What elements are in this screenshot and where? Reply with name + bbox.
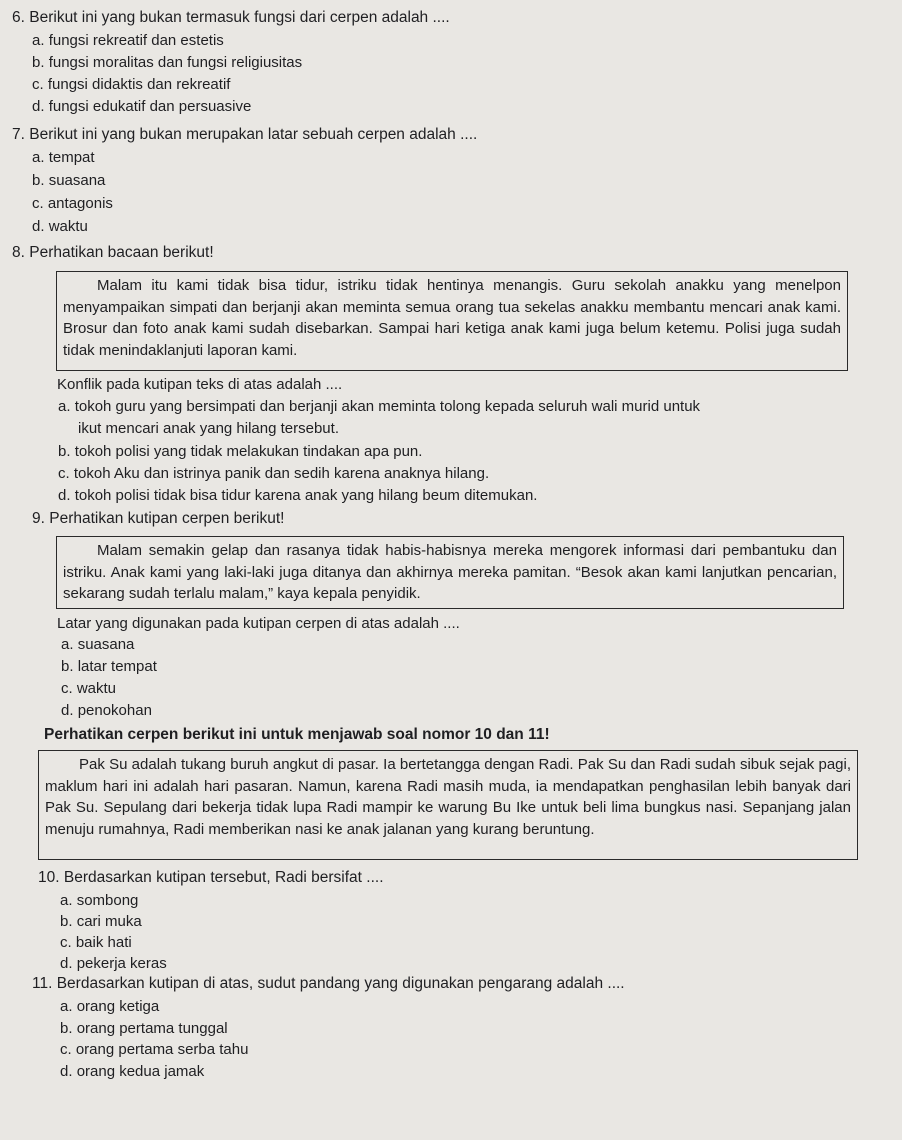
option-letter: b. — [32, 172, 45, 189]
option-11d[interactable] — [60, 1061, 204, 1083]
prompt-text: Latar yang digunakan pada kutipan cerpen di atas adalah .... — [57, 615, 460, 632]
option-text: waktu — [76, 680, 117, 697]
question-text: Berikut ini yang bukan termasuk fungsi dari cerpen adalah .... — [29, 9, 450, 26]
option-text: suasana — [48, 172, 106, 189]
option-8a-cont — [78, 418, 339, 440]
passage-box-10-11 — [38, 750, 858, 860]
option-text: tokoh polisi yang tidak melakukan tindakan apa pun. — [74, 443, 423, 460]
option-7c[interactable] — [32, 193, 113, 215]
option-text: orang ketiga — [76, 998, 160, 1015]
option-letter: d. — [60, 1063, 73, 1080]
option-letter: c. — [61, 680, 73, 697]
passage-box-8 — [56, 271, 848, 371]
question-number: 8. — [12, 244, 25, 261]
option-letter: d. — [32, 98, 45, 115]
option-text: cari muka — [76, 913, 142, 930]
option-letter: c. — [60, 1041, 72, 1058]
option-letter: b. — [58, 443, 71, 460]
option-6c[interactable] — [32, 74, 230, 96]
option-letter: b. — [61, 658, 74, 675]
option-letter: a. — [58, 398, 71, 415]
question-11 — [32, 973, 625, 995]
option-9b[interactable] — [61, 656, 157, 678]
option-letter: b. — [60, 1020, 73, 1037]
question-text: Perhatikan kutipan cerpen berikut! — [49, 510, 285, 527]
instruction-10-11 — [44, 724, 550, 746]
option-text: fungsi moralitas dan fungsi religiusitas — [48, 54, 303, 71]
question-7 — [12, 124, 477, 146]
question-number: 6. — [12, 9, 25, 26]
option-10b[interactable] — [60, 911, 142, 933]
option-10a[interactable] — [60, 890, 138, 912]
option-letter: b. — [60, 913, 73, 930]
option-6d[interactable] — [32, 96, 251, 118]
option-letter: c. — [32, 76, 44, 93]
option-7b[interactable] — [32, 170, 105, 192]
option-9c[interactable] — [61, 678, 116, 700]
option-text: penokohan — [77, 702, 152, 719]
prompt-text: Konflik pada kutipan teks di atas adalah .... — [57, 376, 343, 393]
option-text: fungsi didaktis dan rekreatif — [47, 76, 231, 93]
question-9 — [32, 508, 284, 530]
option-text: fungsi rekreatif dan estetis — [48, 32, 224, 49]
option-text: tokoh guru yang bersimpati dan berjanji akan meminta tolong kepada seluruh wali murid untuk — [74, 398, 701, 415]
question-number: 7. — [12, 126, 25, 143]
option-9a[interactable] — [61, 634, 134, 656]
option-letter: a. — [32, 149, 45, 166]
question-text: Berdasarkan kutipan di atas, sudut pandang yang digunakan pengarang adalah .... — [56, 975, 625, 992]
question-number: 9. — [32, 510, 45, 527]
passage-box-9 — [56, 536, 844, 609]
option-8c[interactable] — [58, 463, 489, 485]
option-7a[interactable] — [32, 147, 95, 169]
option-letter: d. — [60, 955, 73, 972]
option-6b[interactable] — [32, 52, 302, 74]
option-10c[interactable] — [60, 932, 132, 954]
option-letter: c. — [58, 465, 70, 482]
option-letter: a. — [60, 998, 73, 1015]
option-text: tokoh polisi tidak bisa tidur karena anak yang hilang beum ditemukan. — [74, 487, 538, 504]
option-text: orang pertama tunggal — [76, 1020, 228, 1037]
option-letter: d. — [61, 702, 74, 719]
option-11b[interactable] — [60, 1018, 228, 1040]
question-text: Perhatikan bacaan berikut! — [29, 244, 214, 261]
option-text: fungsi edukatif dan persuasive — [48, 98, 252, 115]
option-letter: a. — [60, 892, 73, 909]
passage-text: Pak Su adalah tukang buruh angkut di pasar. Ia bertetangga dengan Radi. Pak Su dan Radi sudah sibuk sejak pagi, maklum hari ini adalah hari pasaran. Namun, karena Radi masih muda, ia mendapatkan penghasilan lebih banyak dari Pak Su. Sepulang dari bekerja tidak lupa Radi mampir ke warung Bu Ike untuk beli lima bungkus nasi. Sepanjang jalan menuju rumahnya, Radi memberikan nasi ke anak jalanan yang kurang beruntung. — [45, 756, 851, 838]
question-8 — [12, 242, 214, 264]
option-letter: c. — [60, 934, 72, 951]
option-letter: c. — [32, 195, 44, 212]
option-11a[interactable] — [60, 996, 159, 1018]
option-9d[interactable] — [61, 700, 152, 722]
question-9-prompt — [57, 613, 460, 635]
option-letter: d. — [58, 487, 71, 504]
option-text: tokoh Aku dan istrinya panik dan sedih karena anaknya hilang. — [73, 465, 490, 482]
question-number: 11. — [32, 975, 53, 992]
option-text: tempat — [48, 149, 95, 166]
option-text: orang pertama serba tahu — [75, 1041, 249, 1058]
passage-text: Malam semakin gelap dan rasanya tidak habis-habisnya mereka mengorek informasi dari pembantuku dan istriku. Anak kami yang laki-laki juga ditanya dan akhirnya mereka pamitan. “Besok akan kami lanjutkan pencarian, sekarang sudah terlalu malam,” kaya kepala penyidik. — [63, 542, 837, 602]
option-letter: d. — [32, 218, 45, 235]
option-10d[interactable] — [60, 953, 167, 975]
option-letter: a. — [61, 636, 74, 653]
option-text: sombong — [76, 892, 139, 909]
option-text: baik hati — [75, 934, 132, 951]
question-6 — [12, 7, 450, 29]
option-text: orang kedua jamak — [76, 1063, 205, 1080]
instruction-text: Perhatikan cerpen berikut ini untuk menjawab soal nomor 10 dan 11! — [44, 726, 550, 743]
option-letter: b. — [32, 54, 45, 71]
option-text: antagonis — [47, 195, 113, 212]
option-text: waktu — [48, 218, 88, 235]
question-8-prompt — [57, 374, 342, 396]
option-text: latar tempat — [77, 658, 157, 675]
question-10 — [38, 867, 384, 889]
option-letter: a. — [32, 32, 45, 49]
option-text: suasana — [77, 636, 135, 653]
question-number: 10. — [38, 869, 60, 886]
option-8a[interactable] — [58, 396, 700, 418]
option-8d[interactable] — [58, 485, 537, 507]
option-8b[interactable] — [58, 441, 422, 463]
option-text: pekerja keras — [76, 955, 167, 972]
option-11c[interactable] — [60, 1039, 248, 1061]
option-7d[interactable] — [32, 216, 88, 238]
option-text-cont: ikut mencari anak yang hilang tersebut. — [78, 420, 339, 437]
option-6a[interactable] — [32, 30, 224, 52]
question-text: Berdasarkan kutipan tersebut, Radi bersifat .... — [63, 869, 384, 886]
question-text: Berikut ini yang bukan merupakan latar sebuah cerpen adalah .... — [29, 126, 478, 143]
passage-text: Malam itu kami tidak bisa tidur, istriku tidak hentinya menangis. Guru sekolah anakku yang menelpon menyampaikan simpati dan berjanji akan meminta semua orang tua sekelas anakku membantu mencari anak kami. Brosur dan foto anak kami sudah disebarkan. Sampai hari ketiga anak kami juga belum ketemu. Polisi juga sudah tidak menindaklanjuti laporan kami. — [63, 277, 841, 359]
